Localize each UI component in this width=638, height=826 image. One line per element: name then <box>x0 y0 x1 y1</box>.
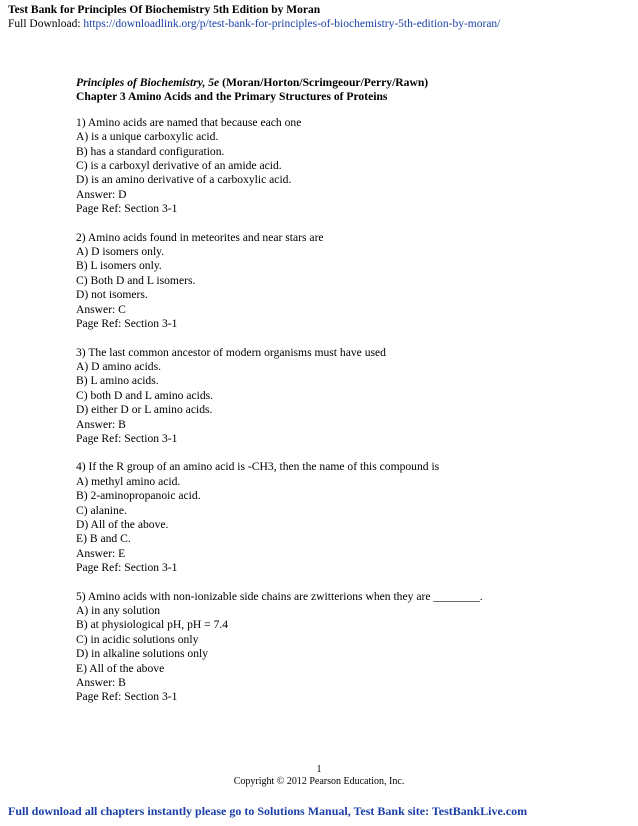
answer-option: A) D isomers only. <box>76 245 165 259</box>
book-title: Principles of Biochemistry, 5e <box>76 76 220 89</box>
answer-option: B) has a standard configuration. <box>76 144 225 158</box>
answer-option: A) methyl amino acid. <box>76 474 181 488</box>
copyright-notice: Copyright © 2012 Pearson Education, Inc. <box>233 776 405 787</box>
answer-option: C) alanine. <box>76 503 127 517</box>
chapter-title: Chapter 3 Amino Acids and the Primary Structures of Proteins <box>76 90 388 104</box>
download-label: Full Download: <box>8 18 84 30</box>
download-line <box>8 17 500 31</box>
top-banner <box>8 3 500 31</box>
answer-option: D) All of the above. <box>76 517 169 531</box>
answer-key: Answer: C <box>76 302 126 316</box>
question-block <box>76 116 616 217</box>
page-reference: Page Ref: Section 3-1 <box>76 202 178 216</box>
answer-option: E) B and C. <box>76 532 131 546</box>
answer-option: D) either D or L amino acids. <box>76 403 213 417</box>
question-block <box>76 231 616 332</box>
bottom-banner[interactable]: Full download all chapters instantly please go to Solutions Manual, Test Bank site: TestBankLive.com <box>8 804 528 818</box>
question-stem: 4) If the R group of an amino acid is -CH3, then the name of this compound is <box>76 460 440 474</box>
answer-option: B) L amino acids. <box>76 374 159 388</box>
question-stem: 1) Amino acids are named that because each one <box>76 115 302 129</box>
answer-key: Answer: E <box>76 546 126 560</box>
question-block <box>76 460 616 575</box>
answer-option: D) not isomers. <box>76 288 148 302</box>
page-reference: Page Ref: Section 3-1 <box>76 317 178 331</box>
answer-key: Answer: B <box>76 417 126 431</box>
answer-option: C) Both D and L isomers. <box>76 273 196 287</box>
answer-key: Answer: D <box>76 187 127 201</box>
answer-option: C) is a carboxyl derivative of an amide acid. <box>76 159 282 173</box>
download-link[interactable]: https://downloadlink.org/p/test-bank-for-principles-of-biochemistry-5th-edition-by-moran/ <box>83 18 501 30</box>
question-block <box>76 590 616 705</box>
answer-key: Answer: B <box>76 676 126 690</box>
question-stem: 3) The last common ancestor of modern organisms must have used <box>76 345 386 359</box>
answer-option: A) is a unique carboxylic acid. <box>76 130 219 144</box>
document-body <box>76 76 616 719</box>
answer-option: C) in acidic solutions only <box>76 632 199 646</box>
question-block <box>76 346 616 447</box>
answer-option: B) at physiological pH, pH = 7.4 <box>76 618 229 632</box>
answer-option: B) 2-aminopropanoic acid. <box>76 489 201 503</box>
answer-option: A) D amino acids. <box>76 359 162 373</box>
book-authors: (Moran/Horton/Scrimgeour/Perry/Rawn) <box>219 76 429 89</box>
question-list <box>76 116 616 705</box>
banner-title: Test Bank for Principles Of Biochemistry 5th Edition by Moran <box>8 4 321 16</box>
page-number: 1 <box>316 764 322 775</box>
answer-option: C) both D and L amino acids. <box>76 388 214 402</box>
question-stem: 2) Amino acids found in meteorites and near stars are <box>76 230 324 244</box>
answer-option: E) All of the above <box>76 661 165 675</box>
page-reference: Page Ref: Section 3-1 <box>76 690 178 704</box>
book-title-line <box>76 76 616 90</box>
answer-option: B) L isomers only. <box>76 259 162 273</box>
answer-option: D) is an amino derivative of a carboxylic acid. <box>76 173 292 187</box>
answer-option: D) in alkaline solutions only <box>76 647 209 661</box>
answer-option: A) in any solution <box>76 604 161 617</box>
page-reference: Page Ref: Section 3-1 <box>76 431 178 445</box>
page-reference: Page Ref: Section 3-1 <box>76 561 178 575</box>
question-stem: 5) Amino acids with non-ionizable side chains are zwitterions when they are ________. <box>76 589 483 603</box>
